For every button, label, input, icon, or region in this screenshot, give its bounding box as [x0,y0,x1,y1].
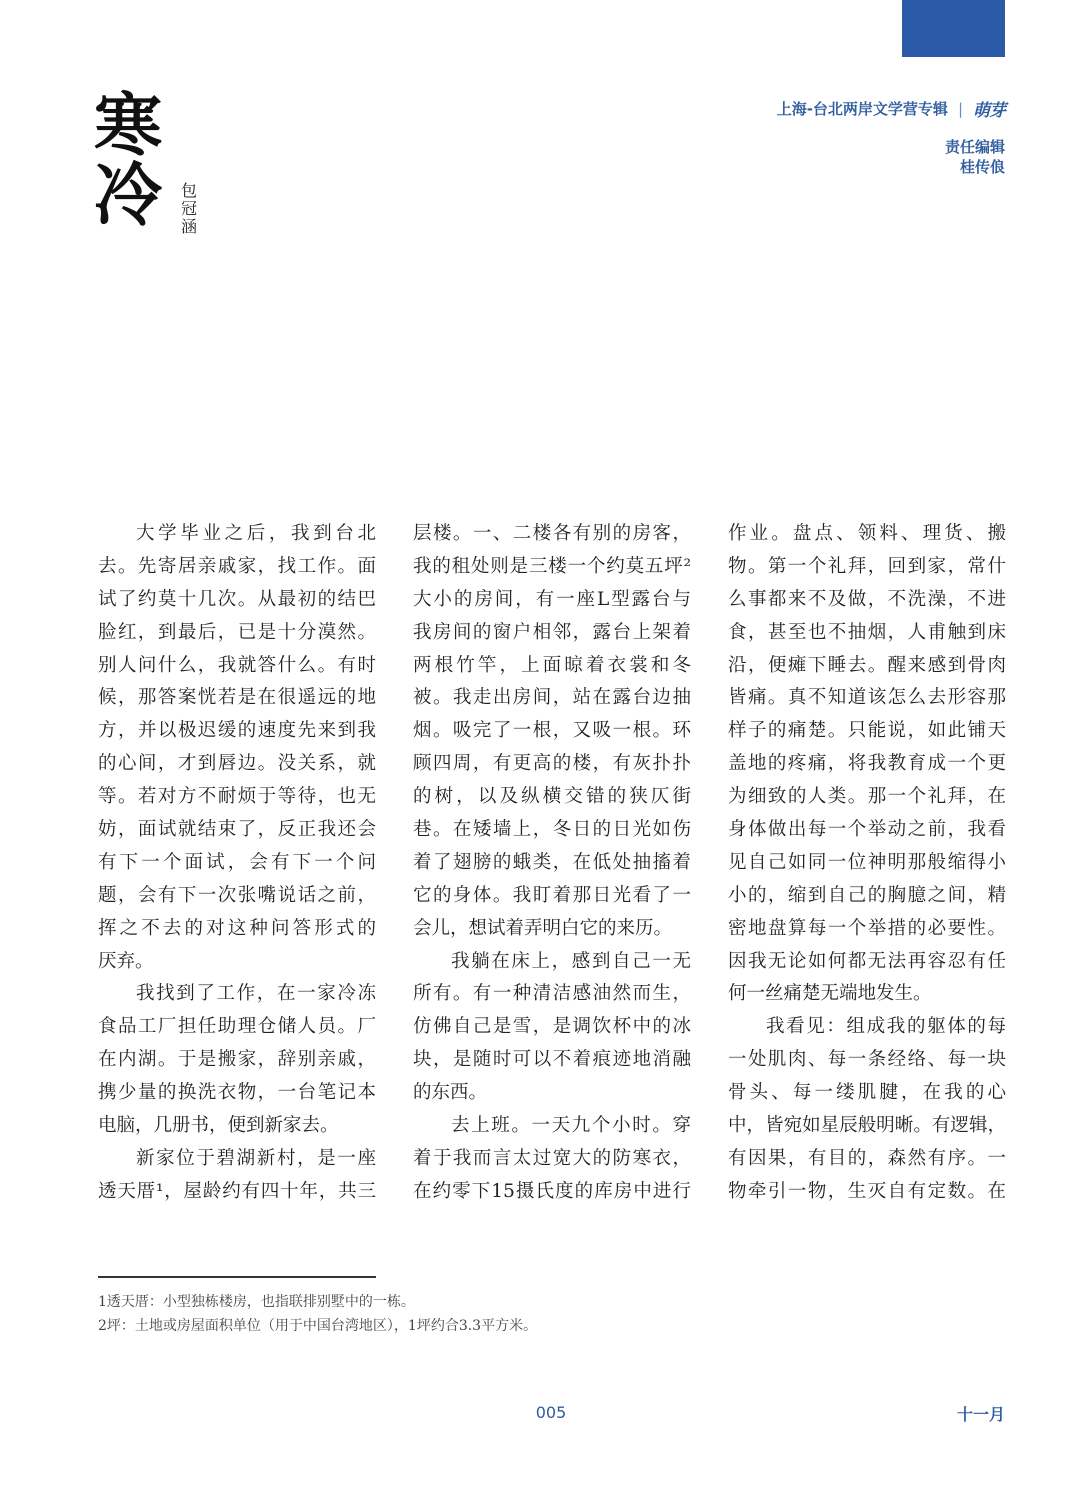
text-line: 的东西。 [413,1082,488,1104]
author-char: 涵 [181,217,198,236]
text-line: 题，会有下一次张嘴说话之前， [98,884,376,906]
text-line: 有因果，有目的，森然有序。一 [728,1147,1006,1169]
text-line: 物牵引一物，生灭自有定数。在 [728,1180,1006,1202]
text-line: 骨头、每一缕肌腱，在我的心 [728,1082,1006,1104]
text-line: 新家位于碧湖新村，是一座 [136,1147,376,1169]
text-line: 的树，以及纵横交错的狭仄街 [413,786,691,808]
text-column-2 [413,518,691,1209]
text-line: 层楼。一、二楼各有别的房客， [413,523,691,544]
text-line: 密地盘算每一个举措的必要性。 [728,917,1006,939]
text-line: 方，并以极迟缓的速度先来到我 [98,720,376,742]
text-line: 在约零下15摄氏度的库房中进行 [413,1180,691,1202]
text-line: 的心间，才到唇边。没关系，就 [98,753,376,775]
footnote-rule [98,1276,376,1278]
text-line: 在内湖。于是搬家，辞别亲戚， [98,1049,376,1071]
magazine-logo: 萌芽 [973,101,1005,121]
text-line: 着于我而言太过宽大的防寒衣， [413,1147,691,1169]
series-title: 上海-台北两岸文学营专辑 [776,100,948,118]
text-line: 电脑，几册书，便到新家去。 [98,1115,339,1137]
text-line: 大小的房间，有一座L型露台与 [413,588,691,610]
text-line: 何一丝痛楚无端地发生。 [728,983,932,1005]
text-line: 去上班。一天九个小时。穿 [451,1115,691,1137]
text-line: 食，甚至也不抽烟，人甫触到床 [728,621,1006,643]
text-line: 食品工厂担任助理仓储人员。厂 [98,1016,376,1038]
text-line: 我找到了工作，在一家冷冻 [136,983,376,1005]
text-line: 携少量的换洗衣物，一台笔记本 [98,1082,376,1104]
text-line: 小的，缩到自己的胸臆之间，精 [728,884,1006,906]
editor-name: 桂传俍 [959,158,1005,176]
text-line: 厌弃。 [98,950,154,972]
text-line: 去。先寄居亲戚家，找工作。面 [98,555,376,577]
text-line: 等。若对方不耐烦于等待，也无 [98,786,376,808]
page-header [777,96,1005,177]
text-line: 试了约莫十几次。从最初的结巴 [98,588,376,610]
text-line: 块，是随时可以不着痕迹地消融 [413,1049,691,1071]
page-number: 005 [535,1403,567,1422]
text-line: 见自己如同一位神明那般缩得小 [728,851,1006,873]
text-line: 被。我走出房间，站在露台边抽 [413,687,691,709]
text-line: 我房间的窗户相邻，露台上架着 [413,621,691,643]
text-line: 身体做出每一个举动之前，我看 [728,819,1006,841]
text-line: 一处肌肉、每一条经络、每一块 [728,1049,1006,1071]
text-line: 它的身体。我盯着那日光看了一 [413,884,691,906]
author-char: 包 [181,181,198,200]
text-line: 我躺在床上，感到自己一无 [451,950,691,972]
author-char: 冠 [181,199,198,218]
text-line: 作业。盘点、领料、理货、搬 [728,523,1006,544]
title-char: 寒 [94,87,163,166]
text-line: 着了翅膀的蛾类，在低处抽搐着 [413,851,691,873]
text-line: 烟。吸完了一根，又吸一根。环 [413,720,691,742]
text-column-3 [728,518,1006,1209]
separator: | [957,99,963,118]
text-column-1 [98,518,376,1209]
text-line: 物。第一个礼拜，回到家，常什 [728,555,1006,577]
footnote: 1透天厝：小型独栋楼房，也指联排别墅中的一栋。 [98,1294,415,1310]
text-line: 挥之不去的对这种问答形式的 [98,917,376,939]
article-title [94,87,166,236]
text-line: 皆痛。真不知道该怎么去形容那 [728,687,1006,709]
text-line: 巷。在矮墙上，冬日的日光如伤 [413,819,691,841]
footnote: 2坪：土地或房屋面积单位（用于中国台湾地区），1坪约合3.3平方米。 [98,1318,538,1334]
text-line: 中，皆宛如星辰般明晰。有逻辑， [728,1115,1006,1137]
series-line [777,96,1005,121]
text-line: 沿，便瘫下睡去。醒来感到骨肉 [728,654,1006,676]
text-line: 有下一个面试，会有下一个问 [98,851,376,873]
text-line: 样子的痛楚。只能说，如此铺天 [728,720,1006,742]
text-line: 顾四周，有更高的楼，有灰扑扑 [413,753,691,775]
text-line: 两根竹竿，上面晾着衣裳和冬 [413,654,691,676]
accent-block [902,0,1005,57]
author-name [181,182,201,236]
text-line: 候，那答案恍若是在很遥远的地 [98,687,376,709]
text-line: 别人问什么，我就答什么。有时 [98,654,376,676]
text-line: 会儿，想试着弄明白它的来历。 [413,917,673,939]
text-line: 大学毕业之后，我到台北 [136,523,376,544]
editor-credit [777,137,1005,177]
text-line: 脸红，到最后，已是十分漠然。 [98,621,376,643]
footnotes [98,1290,537,1338]
text-line: 为细致的人类。那一个礼拜，在 [728,786,1006,808]
editor-label: 责任编辑 [944,138,1005,156]
text-line: 么事都来不及做，不洗澡，不进 [728,588,1006,610]
text-line: 透天厝¹，屋龄约有四十年，共三 [98,1180,376,1202]
text-line: 我的租处则是三楼一个约莫五坪² [413,555,691,577]
text-line: 仿佛自己是雪，是调饮杯中的冰 [413,1016,691,1038]
text-line: 盖地的疼痛，将我教育成一个更 [728,753,1006,775]
issue-month: 十一月 [956,1405,1005,1424]
text-line: 因我无论如何都无法再容忍有任 [728,950,1006,972]
text-line: 所有。有一种清洁感油然而生， [413,983,691,1005]
title-char: 冷 [94,157,163,236]
text-line: 我看见：组成我的躯体的每 [766,1016,1006,1038]
text-line: 妨，面试就结束了，反正我还会 [98,819,376,841]
